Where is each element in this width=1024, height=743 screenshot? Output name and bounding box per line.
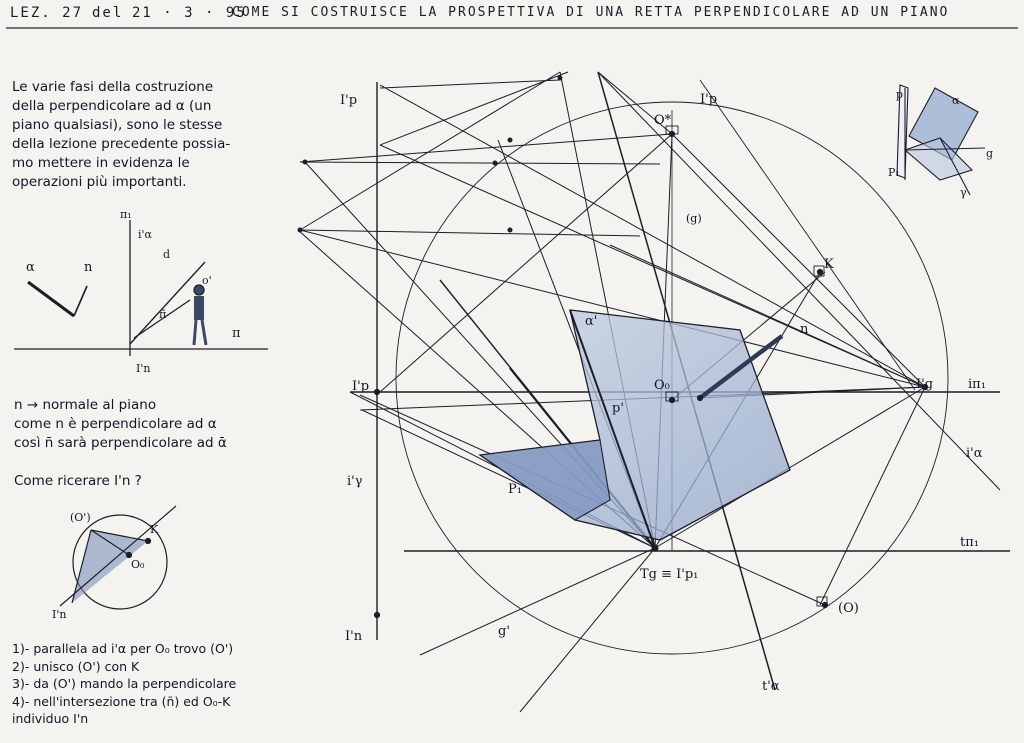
lesson-number: LEZ. 27 (10, 5, 84, 21)
label-alpha-prime: α' (585, 314, 598, 329)
label-i-gamma: i'γ (347, 474, 363, 489)
label-i-alpha: i'α (966, 446, 983, 461)
inset-alpha-label: α (952, 94, 960, 107)
label-g-prime: g' (498, 624, 510, 639)
sf-in-label: I'n (136, 362, 151, 375)
sf-d-label: d (163, 248, 171, 261)
label-in: I'n (345, 629, 363, 644)
label-tg: Tg ≡ I'p₁ (640, 567, 699, 582)
intro-line: della perpendicolare ad α (un (12, 98, 212, 114)
sf-o-label: o' (202, 274, 212, 287)
normal-n-line (74, 286, 87, 316)
normal-notes (14, 396, 227, 453)
inset-p1-label: P₁ (888, 166, 900, 179)
intro-line: Le varie fasi della costruzione (12, 79, 214, 95)
label-p-prime: p' (612, 401, 624, 416)
label-o-paren: (O) (838, 601, 859, 616)
note-line: n → normale al piano (14, 397, 157, 413)
inset-gamma-label: γ (960, 186, 967, 199)
label-n: n (800, 322, 809, 337)
plane-alpha-prime (480, 310, 790, 540)
sf-pibar-label: π̄ (159, 308, 167, 321)
sf-n-label: n (84, 260, 93, 275)
label-g-bar: (g) (686, 212, 702, 225)
label-k: K (824, 257, 834, 272)
sf-alpha-label: α (26, 260, 35, 275)
label-ip-top: I'p (340, 93, 358, 108)
intro-line: piano qualsiasi), sono le stesse (12, 117, 223, 133)
step-item: 4)- nell'intersezione tra (n̄) ed O₀-K (12, 693, 231, 709)
steps-list (12, 640, 236, 728)
label-ig: I'g (916, 377, 934, 392)
sf-ialpha-label: i'α (138, 228, 152, 241)
intro-line: della lezione precedente possia- (12, 136, 231, 152)
label-ip-right: I'p (700, 92, 718, 107)
step-item: individuo I'n (12, 711, 89, 726)
label-t-alpha: t'α (762, 679, 780, 694)
intro-paragraph (12, 78, 230, 192)
cf-in-label: I'n (52, 608, 67, 621)
plane-alpha-edge (28, 282, 74, 316)
label-ostar: O* (654, 113, 672, 128)
label-t-pi1: tπ₁ (960, 535, 979, 550)
sf-pi-label: π (232, 326, 241, 341)
note-line: come n è perpendicolare ad α (14, 416, 217, 432)
question-text: Come ricerare I'n ? (14, 473, 142, 489)
page-title: COME SI COSTRUISCE LA PROSPETTIVA DI UNA RETTA PERPENDICOLARE AD UN PIANO (232, 5, 950, 20)
step-item: 1)- parallela ad i'α per O₀ trovo (O') (12, 641, 234, 656)
label-p1: P₁ (508, 482, 522, 497)
intro-line: operazioni più importanti. (12, 174, 187, 190)
inset-figure (897, 85, 985, 195)
note-line: così n̄ sarà perpendicolare ad ᾱ (14, 435, 227, 451)
label-i-pi1: iπ₁ (968, 377, 986, 392)
sf-pi1-label: π₁ (120, 208, 132, 221)
intro-line: mo mettere in evidenza le (12, 155, 190, 171)
cf-o0-label: O₀ (131, 558, 145, 571)
step-item: 2)- unisco (O') con K (12, 658, 140, 674)
observer-body (194, 296, 204, 320)
label-ip-left: I'p (352, 379, 370, 394)
lesson-del: del (92, 5, 124, 21)
lesson-date: 21 · 3 · 95 (132, 5, 247, 21)
cf-o-label: (O') (70, 511, 91, 524)
inset-p-label: p (896, 88, 904, 101)
cf-k-label: K (150, 523, 159, 536)
inset-g-label: g (986, 147, 994, 160)
label-o0: O₀ (654, 378, 670, 393)
step-item: 3)- da (O') mando la perpendicolare (12, 676, 237, 691)
